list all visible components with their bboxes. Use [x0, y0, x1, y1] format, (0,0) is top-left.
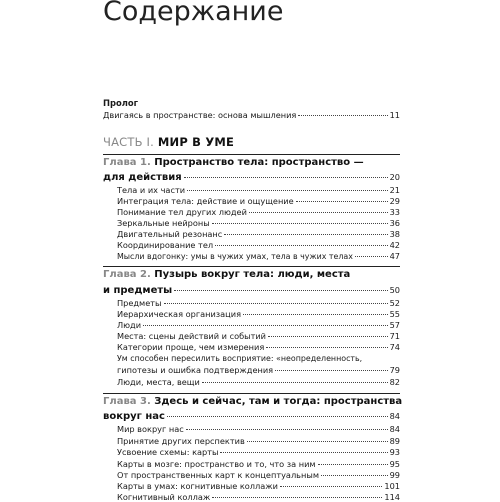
entry-page: 114 — [384, 492, 400, 502]
dot-leader — [143, 325, 388, 326]
chapter-page: 20 — [389, 172, 400, 182]
toc-entry[interactable] — [103, 196, 400, 206]
entry-page: 36 — [389, 218, 400, 228]
entry-page: 93 — [389, 447, 400, 457]
dot-leader — [202, 382, 388, 383]
dot-leader — [164, 303, 388, 304]
chapter-heading[interactable] — [103, 269, 400, 281]
chapter-rule — [103, 393, 400, 394]
toc-entry[interactable] — [103, 492, 400, 502]
chapter-rule — [103, 266, 400, 267]
dot-leader — [247, 441, 388, 442]
entry-title: Двигаясь в пространстве: основа мышления — [103, 110, 297, 120]
dot-leader — [243, 314, 388, 315]
toc-entry[interactable] — [103, 240, 400, 250]
chapter-heading[interactable] — [103, 157, 400, 169]
toc-entry[interactable] — [103, 342, 400, 352]
entry-page: 99 — [389, 470, 400, 480]
chapter-heading[interactable] — [103, 396, 403, 408]
toc-entry[interactable] — [103, 331, 400, 341]
chapter-number: Глава 1. — [103, 157, 151, 168]
dot-leader — [298, 115, 387, 116]
toc-entry[interactable] — [103, 185, 400, 195]
entry-page: 101 — [384, 481, 400, 491]
entry-title: Мысли вдогонку: умы в чужих умах, тела в чужих телах — [117, 252, 353, 261]
entry-title: Категории проще, чем измерения — [117, 342, 265, 352]
entry-page: 38 — [389, 229, 400, 239]
dot-leader — [280, 486, 382, 487]
entry-page: 95 — [389, 459, 400, 469]
entry-title: Когнитивный коллаж — [117, 492, 211, 502]
dot-leader — [268, 336, 388, 337]
entry-title: Люди — [117, 320, 142, 330]
entry-page: 55 — [389, 309, 400, 319]
entry-title: Места: сцены действий и событий — [117, 331, 267, 341]
toc-entry[interactable] — [103, 251, 400, 262]
chapter-page: 84 — [389, 411, 400, 421]
entry-title: Координирование тел — [117, 240, 214, 250]
entry-title: Карты в мозге: пространство и то, что за ним — [117, 459, 316, 469]
toc-entry[interactable] — [103, 298, 400, 308]
dot-leader — [187, 190, 388, 191]
part-title — [103, 135, 234, 149]
entry-title: Двигательный резонанс — [117, 229, 223, 239]
dot-leader — [355, 256, 388, 257]
entry-page: 89 — [389, 436, 400, 446]
dot-leader — [212, 223, 388, 224]
chapter-title: для действия — [103, 172, 182, 183]
dot-leader — [318, 464, 388, 465]
entry-title: Карты в умах: когнитивные коллажи — [117, 481, 278, 491]
toc-entry[interactable] — [103, 481, 400, 491]
chapter-number: Глава 3. — [103, 396, 151, 407]
chapter-title: и предметы — [103, 285, 173, 296]
entry-title: Мир вокруг нас — [117, 424, 184, 434]
entry-page: 47 — [389, 251, 400, 261]
dot-leader — [249, 212, 388, 213]
entry-page: 21 — [389, 185, 400, 195]
entry-title: Иерархическая организация — [117, 309, 241, 319]
chapter-title: Пузырь вокруг тела: люди, места — [154, 269, 351, 280]
part-name: МИР В УМЕ — [157, 135, 235, 149]
entry-page: 82 — [389, 377, 400, 387]
chapter-page: 50 — [389, 285, 400, 295]
toc-entry[interactable] — [103, 218, 400, 228]
entry-title: Зеркальные нейроны — [117, 218, 210, 228]
dot-leader — [275, 370, 387, 371]
dot-leader — [186, 429, 388, 430]
entry-page: 79 — [389, 365, 400, 375]
entry-title: Предметы — [117, 298, 162, 308]
toc-entry[interactable] — [103, 207, 400, 217]
page-title: Содержание — [103, 0, 284, 27]
entry-page: 42 — [389, 240, 400, 250]
dot-leader — [184, 177, 388, 178]
dot-leader — [266, 347, 387, 348]
toc-entry[interactable] — [103, 447, 400, 457]
toc-entry-prologue[interactable] — [103, 110, 400, 120]
entry-page: 11 — [389, 110, 400, 120]
chapter-title: вокруг нас — [103, 411, 165, 422]
prologue-label: Пролог — [103, 98, 139, 108]
entry-page: 74 — [389, 342, 400, 352]
toc-entry[interactable] — [103, 309, 400, 319]
entry-title: Понимание тел других людей — [117, 207, 247, 217]
dot-leader — [215, 245, 387, 246]
dot-leader — [167, 416, 388, 417]
dot-leader — [220, 452, 387, 453]
entry-page: 71 — [389, 331, 400, 341]
entry-page: 52 — [389, 298, 400, 308]
part-number: ЧАСТЬ I. — [103, 135, 154, 149]
dot-leader — [224, 234, 387, 235]
toc-entry[interactable] — [103, 424, 400, 434]
dot-leader — [174, 290, 387, 291]
toc-entry[interactable] — [103, 229, 400, 239]
toc-entry[interactable] — [103, 377, 400, 387]
toc-entry[interactable] — [103, 320, 400, 330]
toc-entry[interactable] — [103, 365, 400, 375]
dot-leader — [212, 497, 382, 498]
chapter-heading-cont[interactable] — [103, 171, 400, 184]
entry-title: От пространственных карт к концептуальным — [117, 470, 320, 480]
chapter-rule — [103, 154, 400, 155]
toc-entry[interactable] — [103, 459, 400, 469]
entry-page: 57 — [389, 320, 400, 330]
entry-title: Люди, места, вещи — [117, 377, 200, 387]
chapter-title: Пространство тела: пространство — — [154, 157, 364, 168]
chapter-heading-cont[interactable] — [103, 410, 400, 423]
entry-page: 84 — [389, 424, 400, 434]
toc-entry[interactable] — [103, 354, 400, 364]
entry-title: Усвоение схемы: карты — [117, 447, 219, 457]
entry-title: Ум способен пересилить восприятие: «неопределенность, — [117, 354, 363, 363]
dot-leader — [296, 201, 388, 202]
entry-page: 33 — [389, 207, 400, 217]
entry-title: Тела и их части — [117, 185, 186, 195]
toc-entry[interactable] — [103, 436, 400, 446]
chapter-heading-cont[interactable] — [103, 284, 400, 297]
toc-entry[interactable] — [103, 470, 400, 480]
entry-title: Интеграция тела: действие и ощущение — [117, 196, 294, 206]
entry-title: гипотезы и ошибка подтверждения — [117, 365, 274, 375]
chapter-number: Глава 2. — [103, 269, 151, 280]
chapter-title: Здесь и сейчас, там и тогда: пространства — [154, 396, 403, 407]
dot-leader — [321, 475, 388, 476]
entry-title: Принятие других перспектив — [117, 436, 245, 446]
entry-page: 29 — [389, 196, 400, 206]
